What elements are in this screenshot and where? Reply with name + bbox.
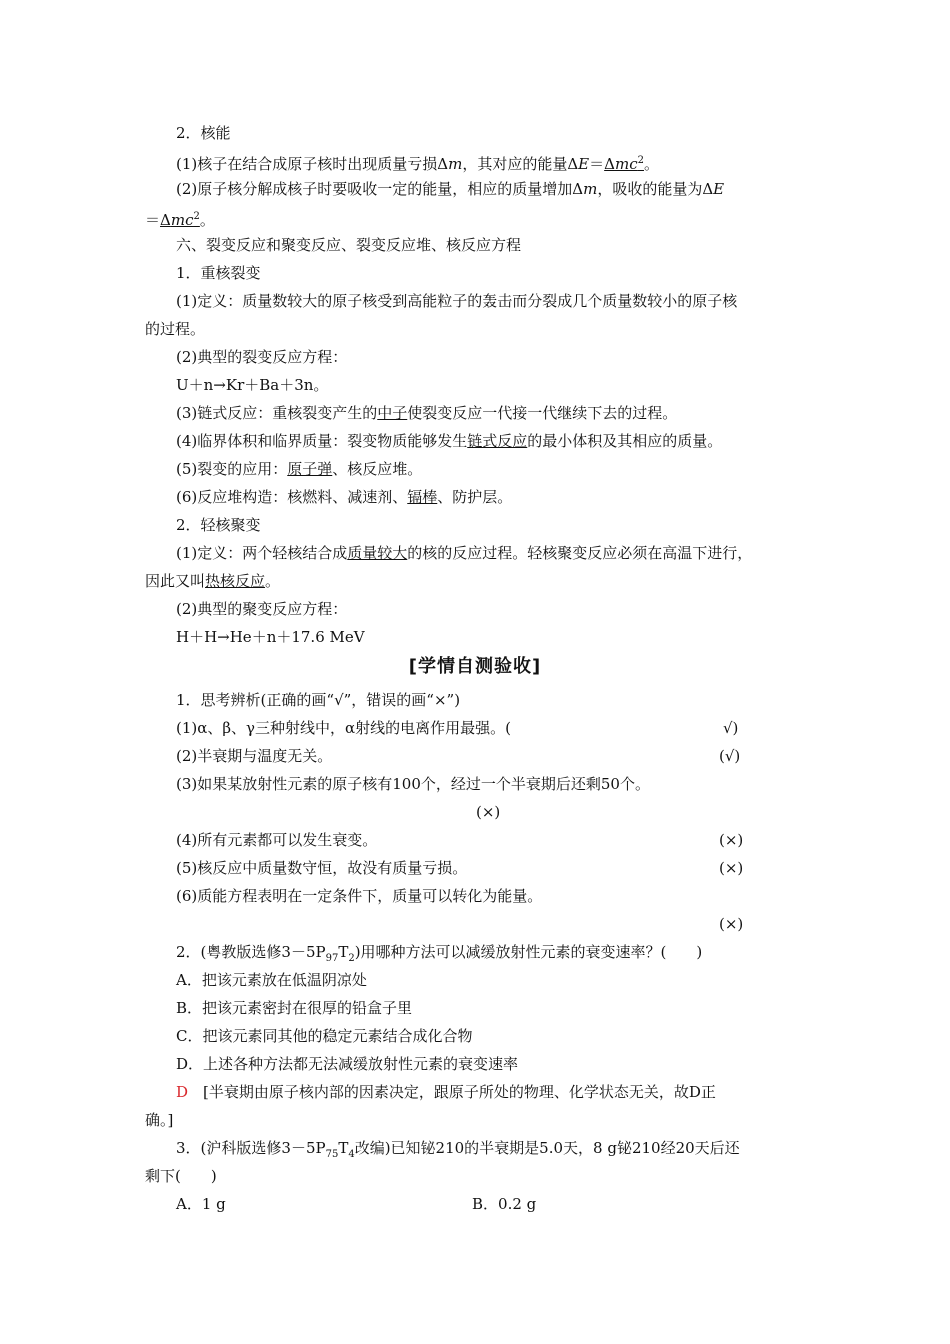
judge-answer: (×) bbox=[719, 831, 744, 849]
judge-answer: √) bbox=[723, 719, 739, 737]
judge-item: (6)质能方程表明在一定条件下，质量可以转化为能量。 bbox=[176, 887, 543, 905]
paragraph: (6)反应堆构造：核燃料、减速剂、镉棒、防护层。 bbox=[176, 488, 513, 506]
paragraph: (2)典型的裂变反应方程： bbox=[176, 348, 348, 366]
paragraph: (2)原子核分解成核子时要吸收一定的能量，相应的质量增加Δm，吸收的能量为ΔE bbox=[176, 180, 725, 198]
judge-answer: (×) bbox=[719, 859, 744, 877]
question: 2．(粤教版选修$3-5P_{97}T_2$)用哪种方法可以减缓放射性元素的衰变速率？( ) bbox=[176, 943, 703, 964]
paragraph: (3)链式反应：重核裂变产生的中子使裂变反应一代接一代继续下去的过程。 bbox=[176, 404, 678, 422]
subsection-title: 1．重核裂变 bbox=[176, 264, 261, 282]
option: C．把该元素同其他的稳定元素结合成化合物 bbox=[176, 1027, 473, 1045]
paragraph: (2)典型的聚变反应方程： bbox=[176, 600, 348, 618]
option: B．0.2 g bbox=[472, 1195, 537, 1213]
section-banner: [学情自测验收] bbox=[408, 656, 542, 677]
option: A．1 g bbox=[176, 1195, 226, 1213]
option: B．把该元素密封在很厚的铅盒子里 bbox=[176, 999, 413, 1017]
judge-item: (5)核反应中质量数守恒，故没有质量亏损。 bbox=[176, 859, 468, 877]
judge-item: (4)所有元素都可以发生衰变。 bbox=[176, 831, 378, 849]
paragraph: (4)临界体积和临界质量：裂变物质能够发生链式反应的最小体积及其相应的质量。 bbox=[176, 432, 723, 450]
judge-item: (3)如果某放射性元素的原子核有100个，经过一个半衰期后还剩50个。 bbox=[176, 775, 650, 793]
paragraph: (5)裂变的应用：原子弹、核反应堆。 bbox=[176, 460, 423, 478]
judge-item: (1)α、β、γ三种射线中，α射线的电离作用最强。( bbox=[176, 719, 511, 737]
paragraph: (1)核子在结合成原子核时出现质量亏损Δm，其对应的能量ΔE＝Δmc$^2$。 bbox=[176, 155, 659, 173]
answer-explanation: D [半衰期由原子核内部的因素决定，跟原子所处的物理、化学状态无关，故D正 bbox=[176, 1083, 716, 1101]
judge-item: (2)半衰期与温度无关。 bbox=[176, 747, 333, 765]
paragraph: 的过程。 bbox=[145, 320, 206, 338]
answer-letter: D bbox=[176, 1083, 189, 1101]
equation: H＋H→He＋n＋17.6 MeV bbox=[176, 628, 365, 646]
answer-explanation: 确。] bbox=[145, 1111, 174, 1129]
subsection-title: 2．轻核聚变 bbox=[176, 516, 261, 534]
paragraph: (1)定义：两个轻核结合成质量较大的核的反应过程。轻核聚变反应必须在高温下进行， bbox=[176, 544, 753, 562]
section-heading: 六、裂变反应和聚变反应、裂变反应堆、核反应方程 bbox=[176, 236, 522, 254]
paragraph: ＝Δmc$^2$。 bbox=[145, 211, 215, 229]
paragraph: (1)定义：质量数较大的原子核受到高能粒子的轰击而分裂成几个质量数较小的原子核 bbox=[176, 292, 738, 310]
option: A．把该元素放在低温阴凉处 bbox=[176, 971, 367, 989]
equation: U＋n→Kr＋Ba＋3n。 bbox=[176, 376, 329, 394]
question: 3．(沪科版选修$3-5P_{75}T_4$改编)已知铋210的半衰期是5.0天，8 g铋210经20天后还 bbox=[176, 1139, 740, 1160]
question: 1．思考辨析(正确的画“√”，错误的画“×”) bbox=[176, 691, 461, 709]
paragraph: 因此又叫热核反应。 bbox=[145, 572, 281, 590]
question: 剩下( ) bbox=[145, 1167, 217, 1185]
judge-answer: (×) bbox=[476, 803, 501, 821]
judge-answer: (√) bbox=[719, 747, 741, 765]
judge-answer: (×) bbox=[719, 915, 744, 933]
option: D．上述各种方法都无法减缓放射性元素的衰变速率 bbox=[176, 1055, 519, 1073]
section-title: 2．核能 bbox=[176, 124, 231, 142]
